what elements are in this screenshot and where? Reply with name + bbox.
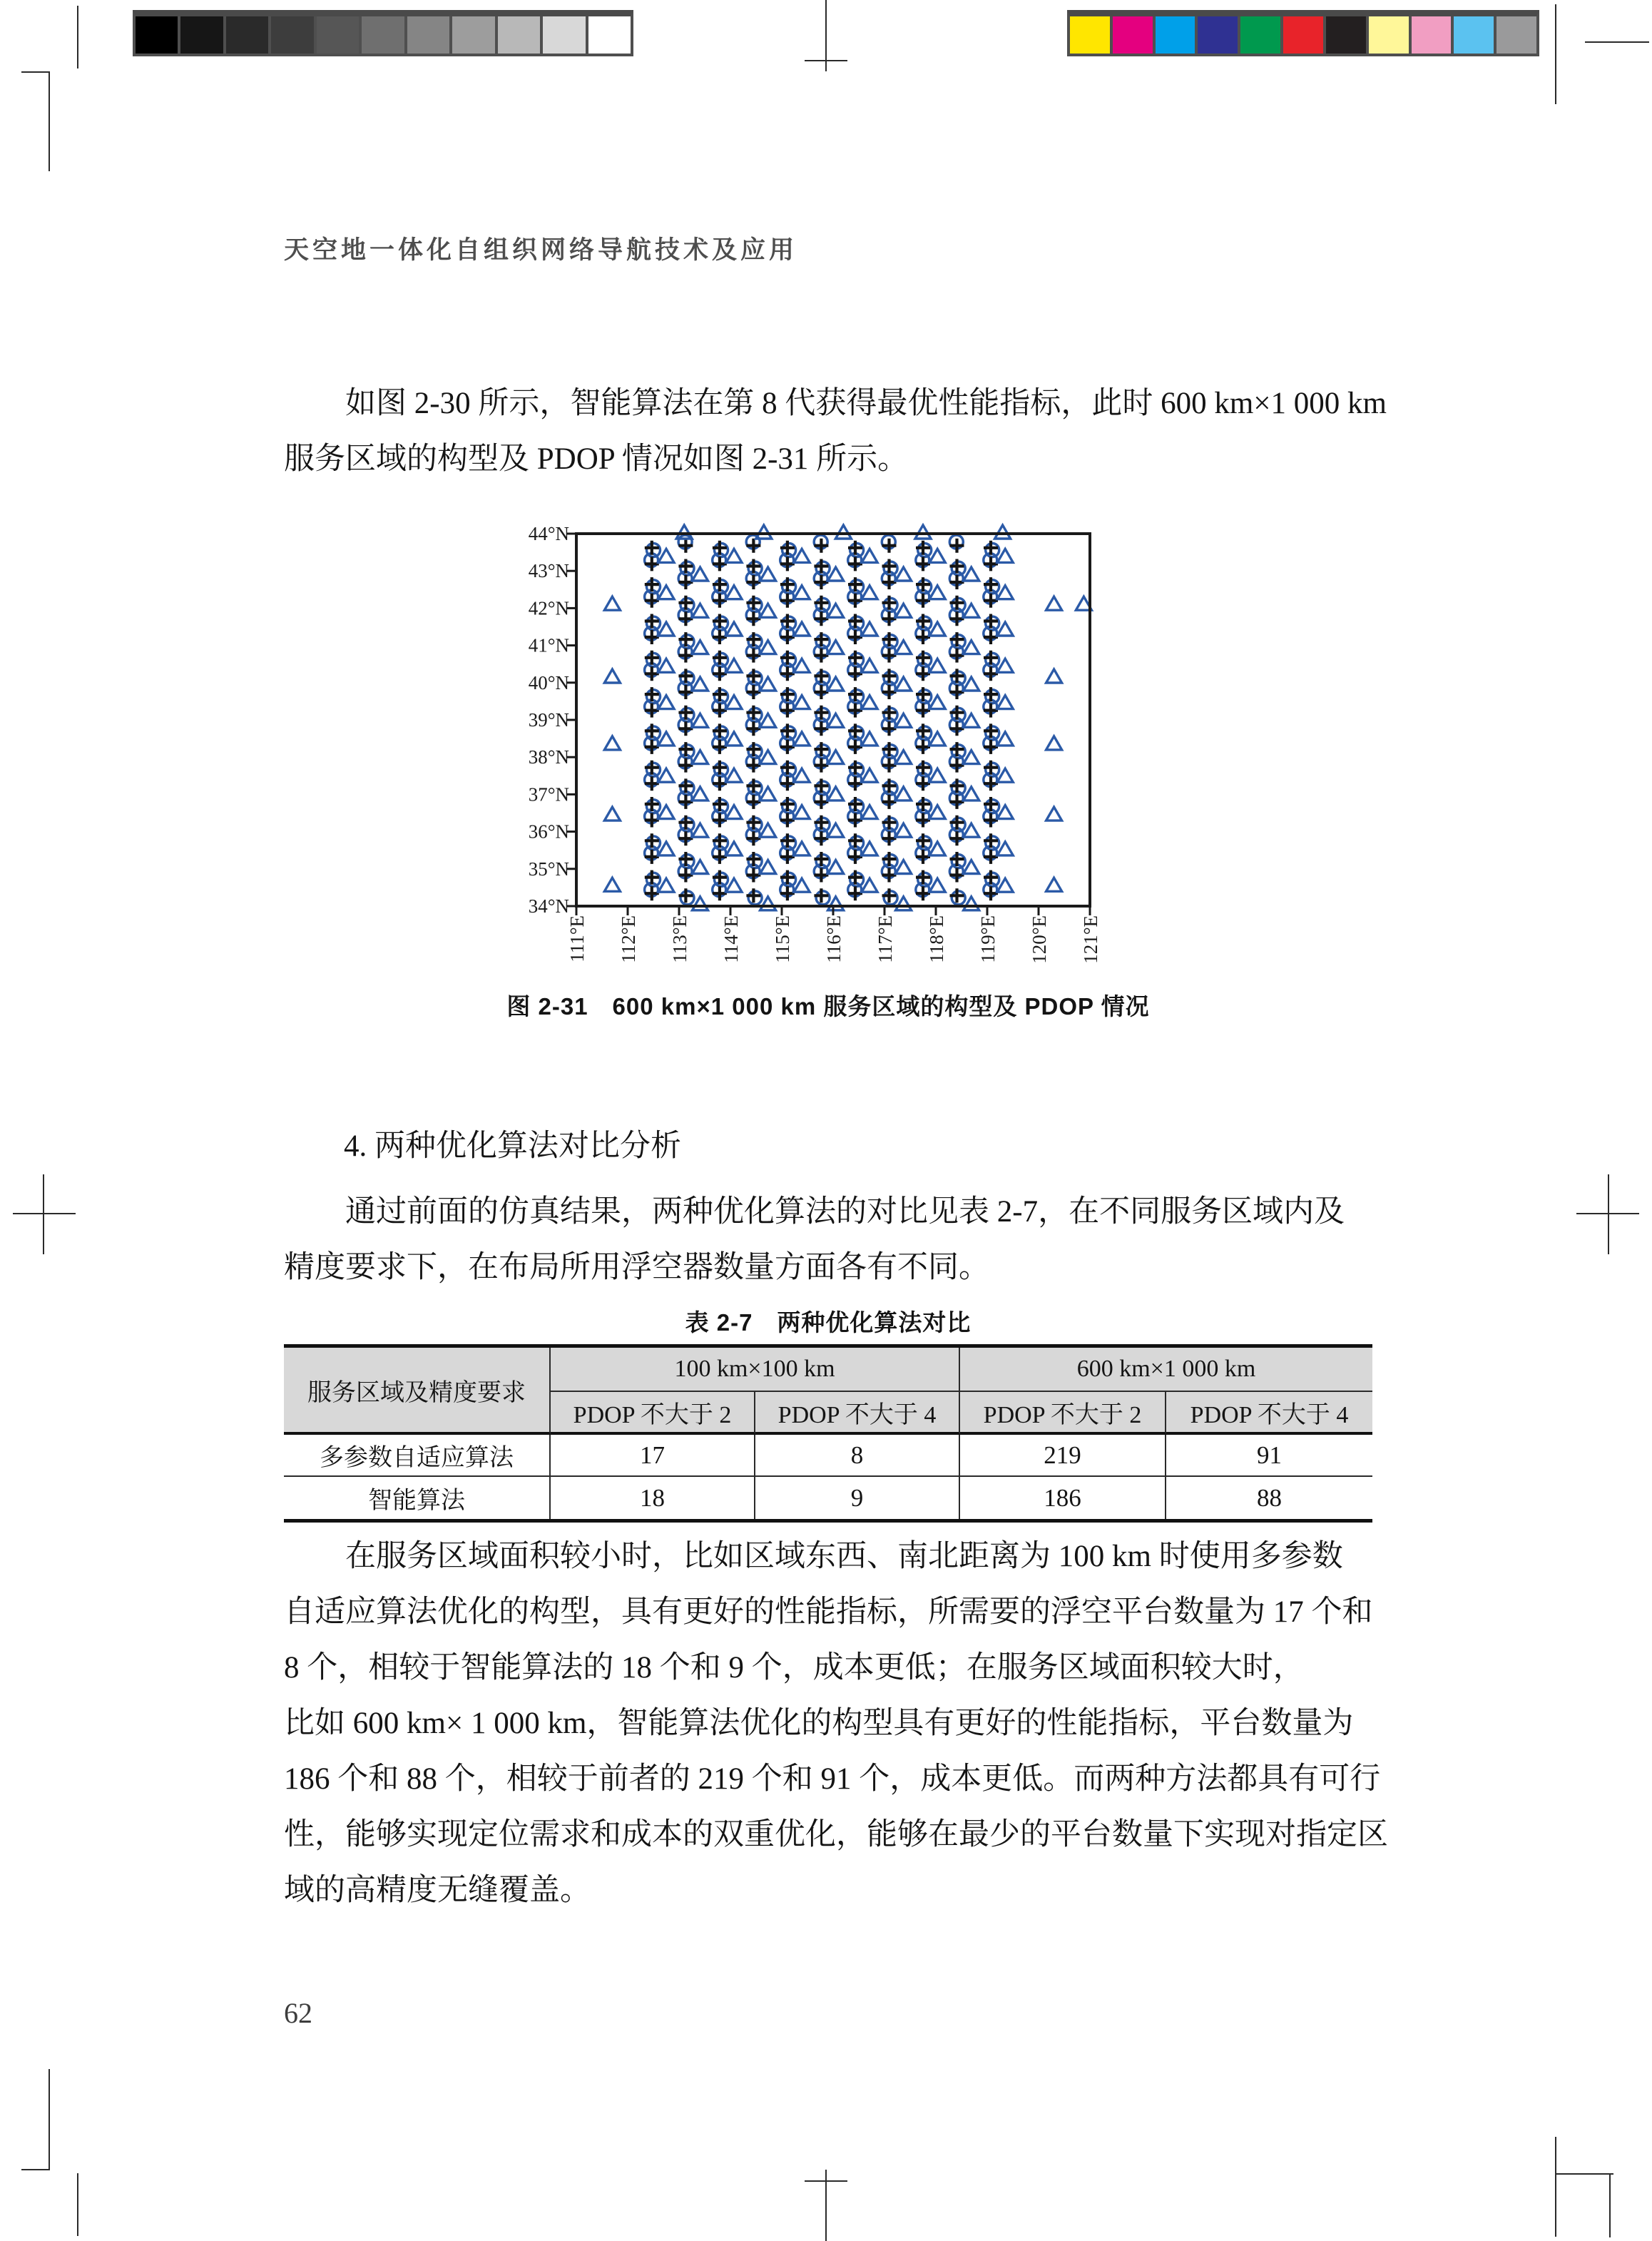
page-number: 62: [284, 1997, 312, 2029]
calibration-swatch: [498, 16, 543, 54]
x-axis-tick-label: 120°E: [1029, 915, 1050, 964]
comparison-table: [284, 1344, 1372, 1523]
crop-mark: [21, 71, 50, 73]
crop-mark: [49, 71, 50, 171]
body-paragraph-2: [284, 1184, 1397, 1296]
text-line: 服务区域的构型及 PDOP 情况如图 2-31 所示。: [284, 442, 909, 476]
crop-mark: [1585, 41, 1649, 43]
text-line: 精度要求下，在布局所用浮空器数量方面各有不同。: [284, 1251, 989, 1284]
pdop-constellation-scatter: [492, 503, 1134, 1002]
x-axis-tick-label: 121°E: [1080, 915, 1101, 964]
crop-mark: [805, 60, 847, 61]
y-axis-tick-label: 35°N: [528, 858, 569, 880]
calibration-swatch: [136, 16, 180, 54]
table-subheader: PDOP 不大于 2: [960, 1392, 1166, 1435]
calibration-swatch: [1412, 16, 1454, 54]
crop-mark: [1555, 2137, 1556, 2237]
crop-mark: [77, 2173, 78, 2236]
text-line: 比如 600 km× 1 000 km，智能算法优化的构型具有更好的性能指标，平台数量为: [284, 1707, 1354, 1740]
calibration-swatch: [1454, 16, 1497, 54]
crop-mark: [1609, 2175, 1611, 2237]
table-group-header: 600 km×1 000 km: [960, 1348, 1372, 1392]
crop-mark: [1555, 2173, 1613, 2175]
table-group-header: 100 km×100 km: [551, 1348, 960, 1392]
figure-2-31-chart: [492, 503, 1134, 1002]
y-axis-tick-label: 43°N: [528, 560, 569, 582]
crop-mark: [13, 1213, 76, 1214]
table-cell: 18: [551, 1477, 755, 1519]
text-line: 在服务区域面积较小时，比如区域东西、南北距离为 100 km 时使用多参数: [345, 1540, 1343, 1573]
table-cell: 9: [755, 1477, 960, 1519]
calibration-swatch: [271, 16, 316, 54]
table-subheader: PDOP 不大于 2: [551, 1392, 755, 1435]
calibration-swatch: [1070, 16, 1113, 54]
calibration-swatch: [1113, 16, 1156, 54]
calibration-swatch: [317, 16, 362, 54]
y-axis-tick-label: 39°N: [528, 709, 569, 731]
text-line: 性，能够实现定位需求和成本的双重优化，能够在最少的平台数量下实现对指定区: [284, 1818, 1388, 1851]
text-line: 通过前面的仿真结果，两种优化算法的对比见表 2-7，在不同服务区域内及: [345, 1195, 1345, 1229]
x-axis-tick-label: 116°E: [823, 915, 845, 963]
figure-caption: 图 2-31 600 km×1 000 km 服务区域的构型及 PDOP 情况: [506, 993, 1150, 1020]
crop-mark: [77, 6, 78, 68]
crop-mark: [43, 1174, 44, 1254]
y-axis-tick-label: 34°N: [528, 895, 569, 917]
calibration-swatch: [226, 16, 271, 54]
calibration-swatch: [1283, 16, 1326, 54]
table-subheader: PDOP 不大于 4: [1166, 1392, 1372, 1435]
y-axis-tick-label: 44°N: [528, 523, 569, 544]
crop-mark: [49, 2069, 50, 2169]
y-axis-tick-label: 42°N: [528, 597, 569, 619]
calibration-swatch: [180, 16, 225, 54]
running-head: 天空地一体化自组织网络导航技术及应用: [284, 236, 798, 264]
text-line: 域的高精度无缝覆盖。: [284, 1874, 591, 1907]
table-subheader: PDOP 不大于 4: [755, 1392, 960, 1435]
text-line: 如图 2-30 所示，智能算法在第 8 代获得最优性能指标，此时 600 km×1 000 km: [345, 387, 1387, 420]
calibration-swatch: [1497, 16, 1536, 54]
calibration-swatch: [1198, 16, 1240, 54]
x-axis-tick-label: 111°E: [566, 915, 588, 962]
calibration-swatch: [1156, 16, 1198, 54]
y-axis-tick-label: 38°N: [528, 746, 569, 768]
table-row-label: 多参数自适应算法: [284, 1435, 551, 1477]
crop-mark: [1608, 1174, 1609, 1254]
section-heading: 4. 两种优化算法对比分析: [344, 1129, 681, 1163]
table-cell: 186: [960, 1477, 1166, 1519]
calibration-swatch: [452, 16, 497, 54]
text-line: 8 个，相较于智能算法的 18 个和 9 个，成本更低；在服务区域面积较大时，: [284, 1651, 1304, 1684]
table-cell: 8: [755, 1435, 960, 1477]
x-axis-tick-label: 115°E: [772, 915, 793, 963]
y-axis-tick-label: 41°N: [528, 634, 569, 656]
calibration-swatch: [1240, 16, 1283, 54]
x-axis-tick-label: 112°E: [618, 915, 639, 963]
x-axis-tick-label: 114°E: [720, 915, 742, 963]
calibration-swatch: [407, 16, 452, 54]
grayscale-calibration-bar: [133, 10, 633, 56]
body-paragraph-3: [284, 1529, 1397, 1919]
calibration-swatch: [588, 16, 631, 54]
y-axis-tick-label: 37°N: [528, 783, 569, 806]
text-line: 自适应算法优化的构型，具有更好的性能指标，所需要的浮空平台数量为 17 个和: [284, 1595, 1373, 1629]
x-axis-tick-label: 119°E: [977, 915, 999, 963]
body-paragraph-1: [284, 376, 1397, 487]
crop-mark: [1555, 4, 1556, 104]
table-row-label: 智能算法: [284, 1477, 551, 1519]
table-title: 表 2-7 两种优化算法对比: [685, 1309, 972, 1336]
y-axis-tick-label: 36°N: [528, 820, 569, 843]
y-axis-tick-label: 40°N: [528, 671, 569, 693]
crop-mark: [21, 2169, 50, 2170]
calibration-swatch: [1369, 16, 1412, 54]
crop-mark: [805, 2180, 847, 2182]
table-cell: 219: [960, 1435, 1166, 1477]
table-cell: 91: [1166, 1435, 1372, 1477]
calibration-swatch: [362, 16, 407, 54]
text-line: 186 个和 88 个，相较于前者的 219 个和 91 个，成本更低。而两种方法都具有可行: [284, 1762, 1381, 1796]
calibration-swatch: [543, 16, 588, 54]
table-cell: 17: [551, 1435, 755, 1477]
color-calibration-bar: [1067, 10, 1539, 56]
x-axis-tick-label: 118°E: [926, 915, 947, 963]
table-cell: 88: [1257, 1483, 1282, 1512]
table-corner-header: 服务区域及精度要求: [284, 1348, 551, 1435]
x-axis-tick-label: 117°E: [875, 915, 896, 963]
x-axis-tick-label: 113°E: [669, 915, 690, 963]
calibration-swatch: [1326, 16, 1369, 54]
